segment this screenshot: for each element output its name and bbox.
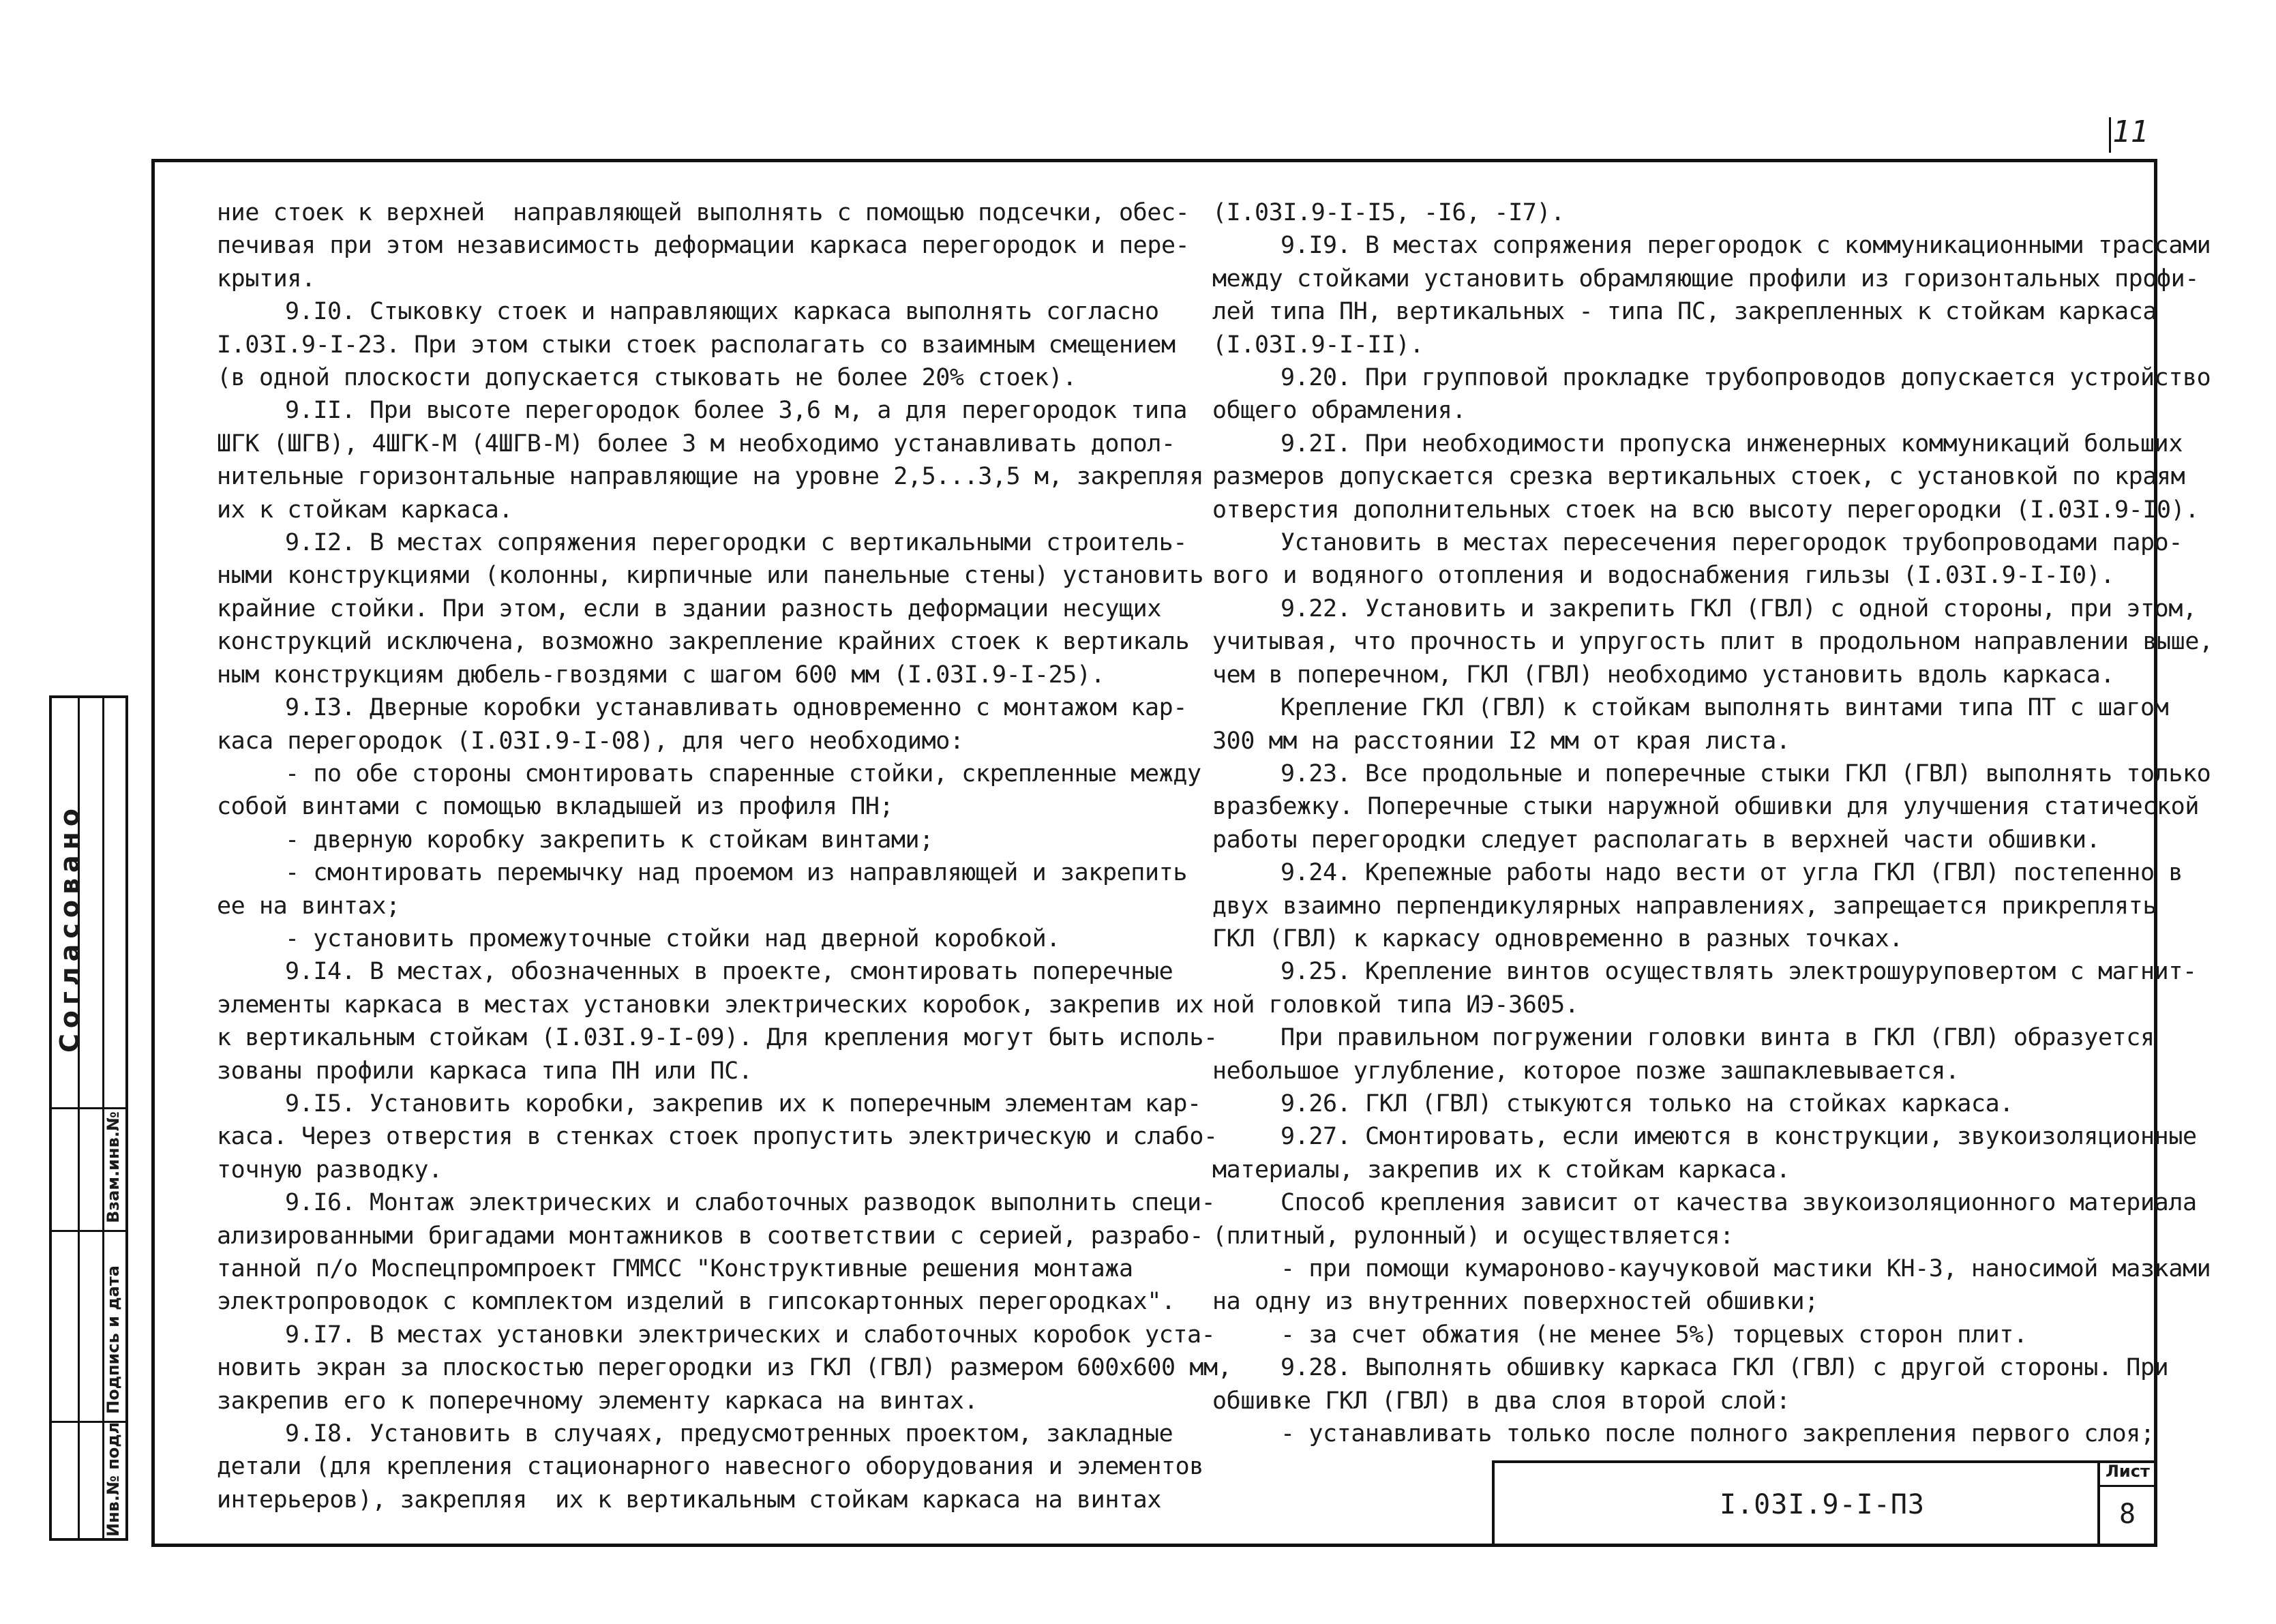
text-line: I.03I.9-I-23. При этом стыки стоек располагать со взаимным смещением bbox=[217, 331, 1176, 359]
text-line: детали (для крепления стационарного навесного оборудования и элементов bbox=[217, 1453, 1204, 1481]
text-line: 9.26. ГКЛ (ГВЛ) стыкуются только на стойках каркаса. bbox=[1281, 1089, 2013, 1117]
text-line: 9.I2. В местах сопряжения перегородки с вертикальными строитель- bbox=[285, 529, 1187, 557]
text-line: При правильном погружении головки винта в ГКЛ (ГВЛ) образуется bbox=[1281, 1024, 2155, 1052]
text-line: лей типа ПН, вертикальных - типа ПС, закрепленных к стойкам каркаса bbox=[1212, 298, 2157, 326]
text-line: работы перегородки следует располагать в верхней части обшивки. bbox=[1212, 826, 2101, 854]
right-text-column bbox=[1212, 196, 2213, 1450]
top-sheet-number: 11 bbox=[2112, 115, 2148, 149]
text-line: нительные горизонтальные направляющие на уровне 2,5...3,5 м, закрепляя bbox=[217, 463, 1204, 491]
doc-code: I.03I.9-I-ПЗ bbox=[1720, 1489, 1925, 1520]
text-line: зованы профили каркаса типа ПН или ПС. bbox=[217, 1057, 753, 1085]
approval-stamp bbox=[49, 695, 128, 1541]
text-line: их к стойкам каркаса. bbox=[217, 496, 513, 524]
text-line: 9.I5. Установить коробки, закрепив их к поперечным элементам кар- bbox=[285, 1089, 1201, 1117]
text-line: печивая при этом независимость деформации каркаса перегородок и пере- bbox=[217, 232, 1190, 260]
text-line: ее на винтах; bbox=[217, 892, 400, 920]
text-line: вразбежку. Поперечные стыки наружной обшивки для улучшения статической bbox=[1212, 793, 2200, 821]
text-line: учитывая, что прочность и упругость плит в продольном направлении выше, bbox=[1212, 628, 2213, 656]
text-line: ной головкой типа ИЭ-3605. bbox=[1212, 991, 1579, 1019]
text-line: электропроводок с комплектом изделий в гипсокартонных перегородках". bbox=[217, 1288, 1176, 1316]
sheet-number: 8 bbox=[2119, 1499, 2136, 1530]
text-line: - устанавливать только после полного закрепления первого слоя; bbox=[1281, 1420, 2155, 1448]
text-line: новить экран за плоскостью перегородки из ГКЛ (ГВЛ) размером 600х600 мм, bbox=[217, 1354, 1232, 1382]
text-line: - за счет обжатия (не менее 5%) торцевых сторон плит. bbox=[1281, 1321, 2028, 1349]
stamp-replace-inv: Взам.инв.№ bbox=[104, 1111, 123, 1223]
text-line: танной п/о Моспецпромпроект ГММСС "Конструктивные решения монтажа bbox=[217, 1255, 1133, 1282]
text-line: закрепив его к поперечному элементу каркаса на винтах. bbox=[217, 1387, 978, 1415]
text-line: крайние стойки. При этом, если в здании разность деформации несущих bbox=[217, 595, 1162, 622]
text-line: 9.II. При высоте перегородок более 3,6 м, а для перегородок типа bbox=[285, 397, 1187, 425]
text-line: 9.23. Все продольные и поперечные стыки ГКЛ (ГВЛ) выполнять только bbox=[1281, 760, 2211, 787]
text-line: ализированными бригадами монтажников в соответствии с серией, разрабо- bbox=[217, 1222, 1204, 1250]
text-line: ным конструкциям дюбель-гвоздями с шагом 600 мм (I.03I.9-I-25). bbox=[217, 661, 1105, 689]
text-line: 9.28. Выполнять обшивку каркаса ГКЛ (ГВЛ) с другой стороны. При bbox=[1281, 1354, 2169, 1382]
text-line: - смонтировать перемычку над проемом из направляющей и закрепить bbox=[285, 859, 1187, 887]
text-line: (I.03I.9-I-I5, -I6, -I7). bbox=[1212, 199, 1565, 226]
text-line: 9.2I. При необходимости пропуска инженерных коммуникаций больших bbox=[1281, 430, 2183, 457]
text-line: - по обе стороны смонтировать спаренные стойки, скрепленные между bbox=[285, 760, 1201, 787]
stamp-inv-orig: Инв.№ подл bbox=[104, 1422, 123, 1537]
text-line: 9.24. Крепежные работы надо вести от угла ГКЛ (ГВЛ) постепенно в bbox=[1281, 859, 2183, 887]
text-line: размеров допускается срезка вертикальных стоек, с установкой по краям bbox=[1212, 463, 2185, 491]
text-line: на одну из внутренних поверхностей обшивки; bbox=[1212, 1288, 1818, 1316]
stamp-sign-date: Подпись и дата bbox=[104, 1265, 123, 1414]
sheet-label: Лист bbox=[2106, 1462, 2150, 1481]
text-line: 9.I8. Установить в случаях, предусмотренных проектом, закладные bbox=[285, 1420, 1173, 1448]
text-line: Способ крепления зависит от качества звукоизоляционного материала bbox=[1281, 1189, 2197, 1217]
text-line: интерьеров), закрепляя их к вертикальным стойкам каркаса на винтах bbox=[217, 1486, 1162, 1514]
text-line: отверстия дополнительных стоек на всю высоту перегородки (I.03I.9-I0). bbox=[1212, 496, 2200, 524]
text-line: крытия. bbox=[217, 265, 316, 292]
text-line: ние стоек к верхней направляющей выполнять с помощью подсечки, обес- bbox=[217, 199, 1190, 226]
text-line: Установить в местах пересечения перегородок трубопроводами паро- bbox=[1281, 529, 2183, 557]
text-line: 9.I0. Стыковку стоек и направляющих каркаса выполнять согласно bbox=[285, 298, 1159, 326]
stamp-agreed: Согласовано bbox=[55, 802, 85, 1053]
text-line: конструкций исключена, возможно закрепление крайних стоек к вертикаль bbox=[217, 628, 1190, 656]
text-line: обшивке ГКЛ (ГВЛ) в два слоя второй слой: bbox=[1212, 1387, 1791, 1415]
text-line: - дверную коробку закрепить к стойкам винтами; bbox=[285, 826, 933, 854]
text-line: каса. Через отверстия в стенках стоек пропустить электрическую и слабо- bbox=[217, 1123, 1218, 1151]
text-line: ГКЛ (ГВЛ) к каркасу одновременно в разных точках. bbox=[1212, 924, 1903, 952]
text-line: ШГК (ШГВ), 4ШГК-М (4ШГВ-М) более 3 м необходимо устанавливать допол- bbox=[217, 430, 1176, 457]
text-line: - при помощи кумароново-каучуковой мастики КН-3, наносимой мазками bbox=[1281, 1255, 2211, 1282]
text-line: ными конструкциями (колонны, кирпичные или панельные стены) установить bbox=[217, 562, 1204, 590]
title-block bbox=[1492, 1460, 2157, 1547]
text-line: небольшое углубление, которое позже зашпаклевывается. bbox=[1212, 1057, 1960, 1085]
text-line: собой винтами с помощью вкладышей из профиля ПН; bbox=[217, 793, 894, 821]
text-line: между стойками установить обрамляющие профили из горизонтальных профи- bbox=[1212, 265, 2200, 292]
left-text-column bbox=[217, 196, 1232, 1516]
text-line: вого и водяного отопления и водоснабжения гильзы (I.03I.9-I-I0). bbox=[1212, 562, 2114, 590]
text-line: 9.I4. В местах, обозначенных в проекте, смонтировать поперечные bbox=[285, 958, 1173, 986]
text-line: - установить промежуточные стойки над дверной коробкой. bbox=[285, 924, 1060, 952]
text-line: двух взаимно перпендикулярных направлениях, запрещается прикреплять bbox=[1212, 892, 2157, 920]
top-sheet-tick bbox=[2109, 117, 2111, 153]
text-line: чем в поперечном, ГКЛ (ГВЛ) необходимо установить вдоль каркаса. bbox=[1212, 661, 2114, 689]
text-line: 9.27. Смонтировать, если имеются в конструкции, звукоизоляционные bbox=[1281, 1123, 2197, 1151]
text-line: к вертикальным стойкам (I.03I.9-I-09). Для крепления могут быть исполь- bbox=[217, 1024, 1218, 1052]
text-line: (I.03I.9-I-II). bbox=[1212, 331, 1424, 359]
text-line: элементы каркаса в местах установки электрических коробок, закрепив их bbox=[217, 991, 1204, 1019]
text-line: 9.20. При групповой прокладке трубопроводов допускается устройство bbox=[1281, 364, 2211, 392]
text-line: материалы, закрепив их к стойкам каркаса. bbox=[1212, 1156, 1791, 1184]
text-line: 300 мм на расстоянии I2 мм от края листа. bbox=[1212, 727, 1791, 755]
text-line: 9.25. Крепление винтов осуществлять электрошуруповертом с магнит- bbox=[1281, 958, 2197, 986]
text-line: общего обрамления. bbox=[1212, 397, 1467, 425]
text-line: 9.I3. Дверные коробки устанавливать одновременно с монтажом кар- bbox=[285, 694, 1187, 722]
sheet-box bbox=[2097, 1460, 2157, 1547]
text-line: 9.I9. В местах сопряжения перегородок с коммуникационными трассами bbox=[1281, 232, 2211, 260]
text-line: точную разводку. bbox=[217, 1156, 443, 1184]
text-line: 9.22. Установить и закрепить ГКЛ (ГВЛ) с одной стороны, при этом, bbox=[1281, 595, 2197, 622]
text-line: 9.I6. Монтаж электрических и слаботочных разводок выполнить специ- bbox=[285, 1189, 1216, 1217]
text-line: 9.I7. В местах установки электрических и слаботочных коробок уста- bbox=[285, 1321, 1216, 1349]
text-line: (в одной плоскости допускается стыковать не более 20% стоек). bbox=[217, 364, 1077, 392]
text-line: (плитный, рулонный) и осуществляется: bbox=[1212, 1222, 1734, 1250]
text-line: каса перегородок (I.03I.9-I-08), для чего необходимо: bbox=[217, 727, 964, 755]
text-line: Крепление ГКЛ (ГВЛ) к стойкам выполнять винтами типа ПТ с шагом bbox=[1281, 694, 2169, 722]
